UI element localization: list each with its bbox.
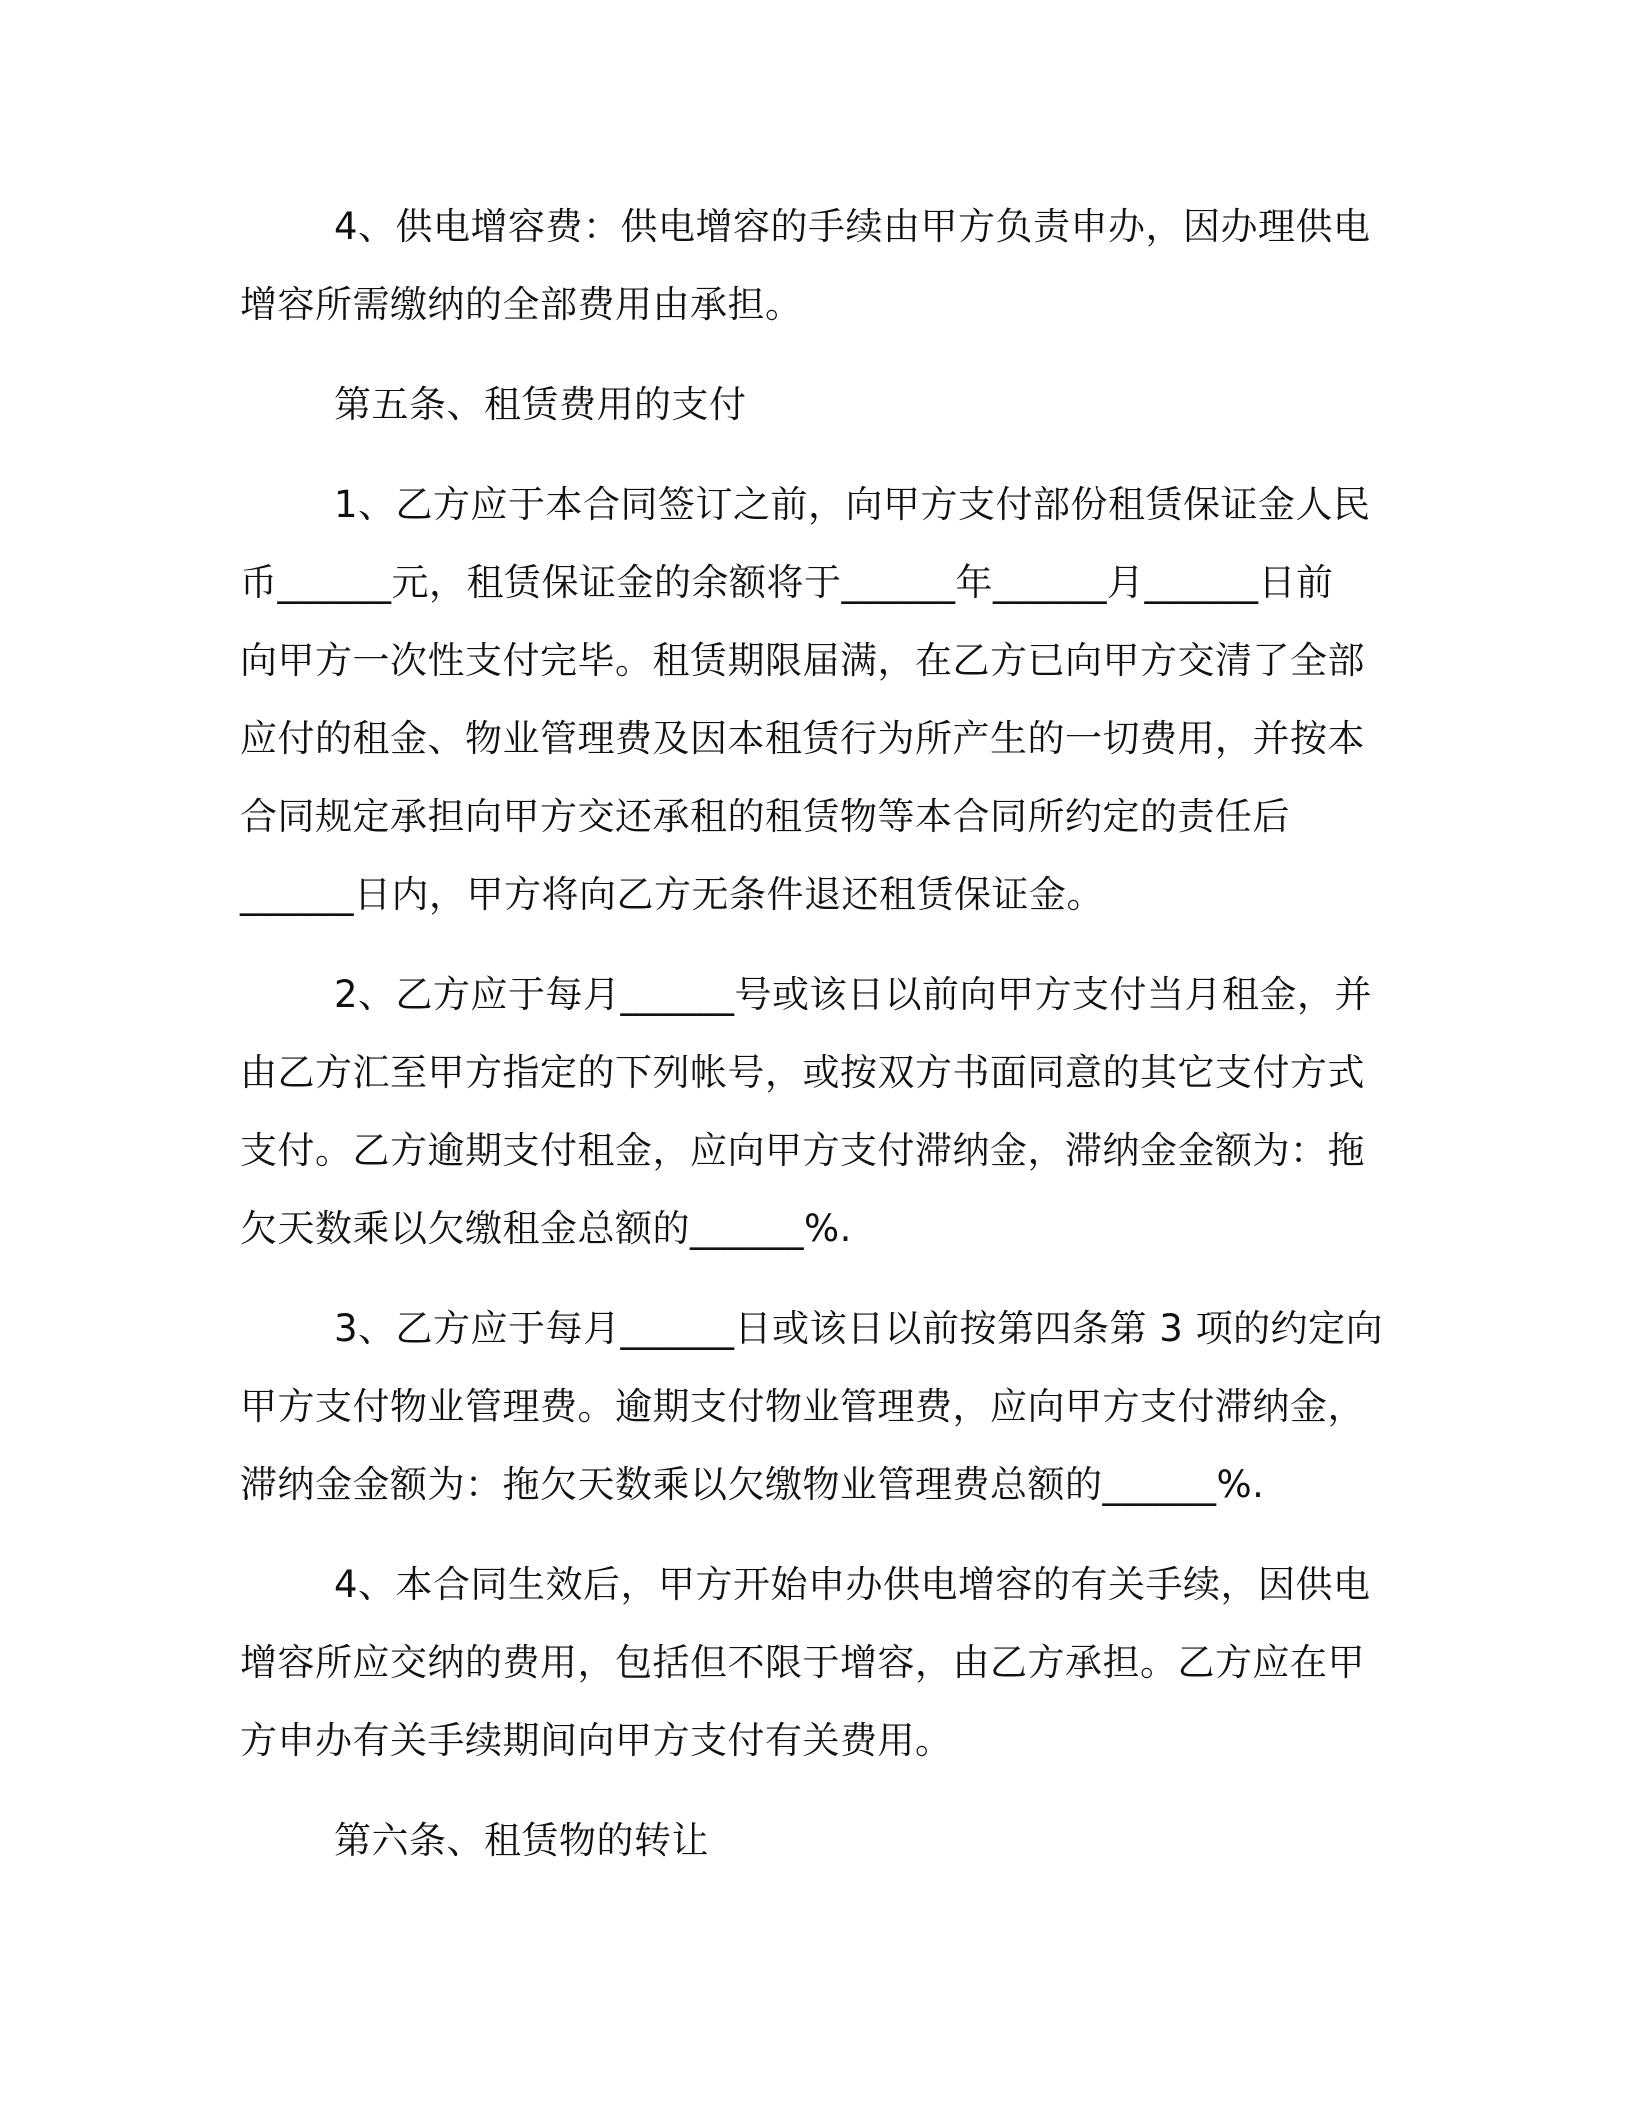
text-line: 4、供电增容费：供电增容的手续由甲方负责申办，因办理供电	[334, 205, 1371, 248]
text-line: 方申办有关手续期间向甲方支付有关费用。	[240, 1719, 953, 1762]
text-line: 支付。乙方逾期支付租金，应向甲方支付滞纳金，滞纳金金额为：拖	[240, 1129, 1365, 1172]
section-heading: 第六条、租赁物的转让	[334, 1819, 709, 1862]
text-line: 3、乙方应于每月______日或该日以前按第四条第 3 项的约定向	[334, 1307, 1384, 1350]
text-line: 增容所需缴纳的全部费用由承担。	[240, 283, 803, 326]
text-line: 1、乙方应于本合同签订之前，向甲方支付部份租赁保证金人民	[334, 483, 1371, 526]
paragraph-deposit	[240, 466, 1380, 934]
section-heading: 第五条、租赁费用的支付	[334, 383, 747, 426]
text-line: 应付的租金、物业管理费及因本租赁行为所产生的一切费用，并按本	[240, 717, 1365, 760]
text-line: 币______元，租赁保证金的余额将于______年______月______日前	[240, 561, 1334, 604]
text-line: 2、乙方应于每月______号或该日以前向甲方支付当月租金，并	[334, 973, 1373, 1016]
heading-article-5	[240, 366, 1380, 444]
paragraph-power-expansion	[240, 1546, 1380, 1780]
text-line: 甲方支付物业管理费。逾期支付物业管理费，应向甲方支付滞纳金，	[240, 1385, 1365, 1428]
text-line: 合同规定承担向甲方交还承租的租赁物等本合同所约定的责任后	[240, 795, 1290, 838]
text-line: 向甲方一次性支付完毕。租赁期限届满，在乙方已向甲方交清了全部	[240, 639, 1365, 682]
text-line: 欠天数乘以欠缴租金总额的______%.	[240, 1207, 852, 1250]
text-line: 增容所应交纳的费用，包括但不限于增容，由乙方承担。乙方应在甲	[240, 1641, 1365, 1684]
paragraph-management-fee	[240, 1290, 1384, 1524]
text-line: 4、本合同生效后，甲方开始申办供电增容的有关手续，因供电	[334, 1563, 1371, 1606]
text-line: 滞纳金金额为：拖欠天数乘以欠缴物业管理费总额的______%.	[240, 1463, 1265, 1506]
heading-article-6	[240, 1802, 1380, 1880]
text-line: ______日内，甲方将向乙方无条件退还租赁保证金。	[240, 873, 1104, 916]
paragraph-rent	[240, 956, 1380, 1268]
text-line: 由乙方汇至甲方指定的下列帐号，或按双方书面同意的其它支付方式	[240, 1051, 1365, 1094]
document-page	[240, 188, 1384, 1902]
paragraph-supply-fee	[240, 188, 1380, 344]
